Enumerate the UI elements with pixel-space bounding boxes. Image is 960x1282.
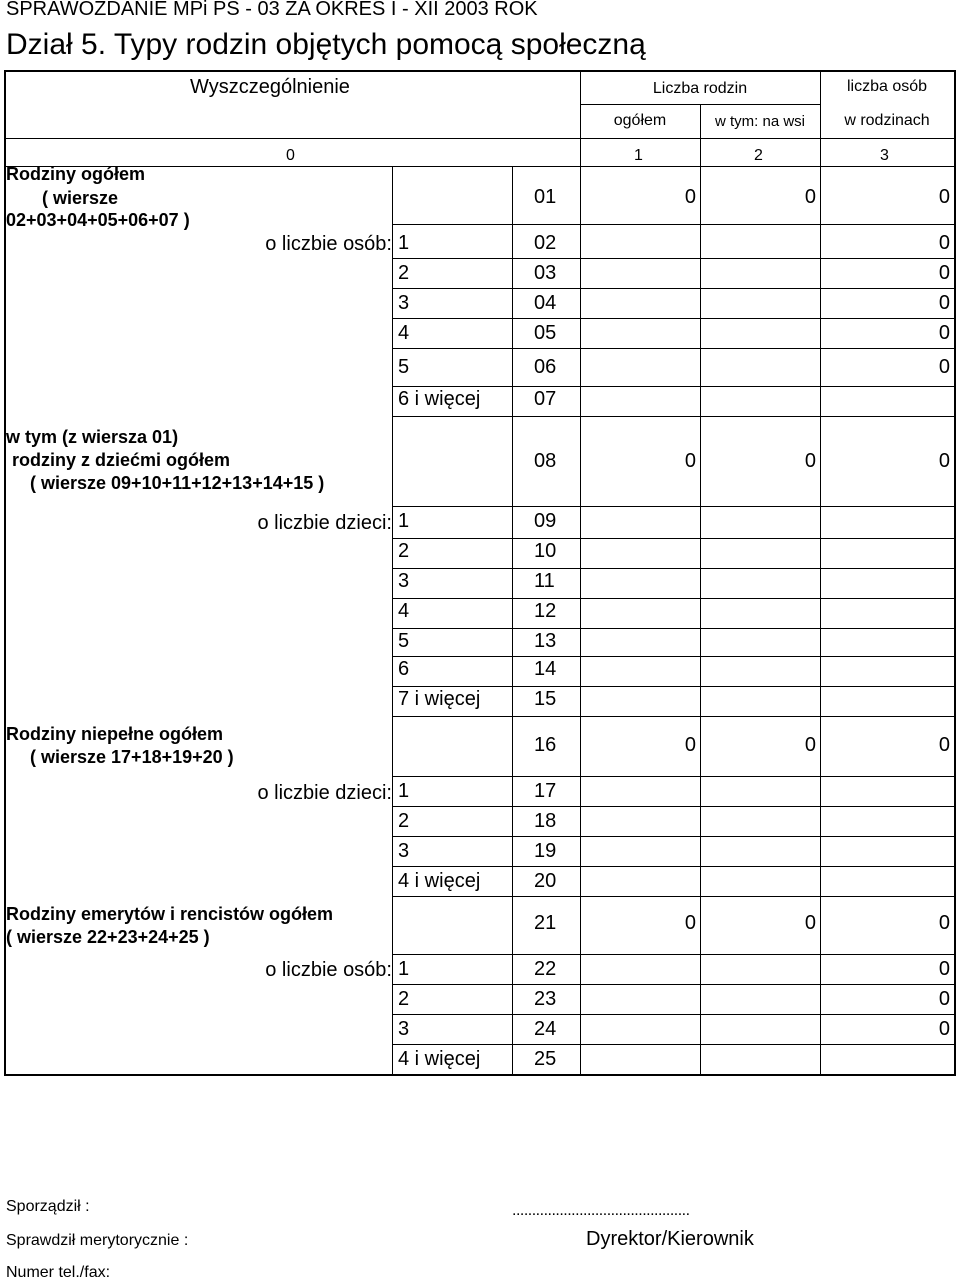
row-divider <box>392 598 954 599</box>
checked-by-label: Sprawdził merytorycznie : <box>6 1232 189 1249</box>
column-number-3: 3 <box>880 147 889 164</box>
row-divider <box>392 896 954 897</box>
cell-persons: 0 <box>938 292 950 314</box>
section-1-sub: o liczbie osób: <box>265 233 392 255</box>
cell-persons: 0 <box>938 186 950 208</box>
section-3-label: ( wiersze 17+18+19+20 ) <box>30 747 234 767</box>
row-divider <box>392 258 954 259</box>
row-divider <box>392 776 954 777</box>
row-number: 04 <box>534 292 557 314</box>
row-number: 07 <box>534 388 557 410</box>
row-sub-number: 3 <box>398 840 410 862</box>
row-divider <box>392 716 954 717</box>
families-header: Liczba rodzin <box>652 80 748 97</box>
rural-header: w tym: na wsi <box>714 113 805 130</box>
row-sub-number: 6 <box>398 658 410 680</box>
row-sub-number: 4 i więcej <box>398 1048 481 1070</box>
section-2-label: w tym (z wiersza 01) <box>6 427 179 447</box>
row-number: 19 <box>534 840 557 862</box>
row-sub-number: 7 i więcej <box>398 688 481 710</box>
row-number: 17 <box>534 780 557 802</box>
row-sub-number: 2 <box>398 262 410 284</box>
persons-header-1: liczba osób <box>846 78 928 95</box>
cell-persons: 0 <box>938 322 950 344</box>
row-sub-number: 3 <box>398 1018 410 1040</box>
column-divider <box>580 166 581 1074</box>
row-number: 23 <box>534 988 557 1010</box>
row-divider <box>392 1044 954 1045</box>
row-sub-number: 1 <box>398 232 410 254</box>
row-number: 16 <box>534 734 557 756</box>
row-number: 11 <box>534 570 555 592</box>
cell-families-rural: 0 <box>804 912 816 934</box>
row-number: 01 <box>534 186 557 208</box>
column-divider <box>392 166 393 1074</box>
row-divider <box>392 836 954 837</box>
report-header: SPRAWOZDANIE MPi PS - 03 ZA OKRES I - XII 2003 ROK <box>6 0 538 20</box>
row-sub-number: 1 <box>398 780 410 802</box>
cell-persons: 0 <box>938 988 950 1010</box>
cell-persons: 0 <box>938 734 950 756</box>
column-divider <box>820 166 821 1074</box>
row-sub-number: 1 <box>398 510 410 532</box>
row-number: 06 <box>534 356 557 378</box>
section-1-label: ( wiersze <box>42 188 119 208</box>
row-divider <box>392 656 954 657</box>
column-divider <box>512 166 513 1074</box>
section-title: Dział 5. Typy rodzin objętych pomocą społeczną <box>6 28 646 61</box>
row-divider <box>392 166 954 167</box>
row-number: 13 <box>534 630 557 652</box>
row-sub-number: 2 <box>398 988 410 1010</box>
section-2-label: rodziny z dziećmi ogółem <box>12 450 231 470</box>
row-number: 25 <box>534 1048 557 1070</box>
row-number: 05 <box>534 322 557 344</box>
section-2-label: ( wiersze 09+10+11+12+13+14+15 ) <box>30 473 325 493</box>
column-number-1: 1 <box>634 147 643 164</box>
signature-dots: ............................................. <box>512 1202 690 1219</box>
row-divider <box>392 386 954 387</box>
row-divider <box>392 416 954 417</box>
row-divider <box>392 984 954 985</box>
cell-families-rural: 0 <box>804 186 816 208</box>
row-sub-number: 4 i więcej <box>398 870 481 892</box>
row-sub-number: 1 <box>398 958 410 980</box>
row-number: 12 <box>534 600 557 622</box>
total-header: ogółem <box>613 112 667 129</box>
cell-persons: 0 <box>938 912 950 934</box>
row-number: 18 <box>534 810 557 832</box>
row-sub-number: 5 <box>398 630 410 652</box>
row-sub-number: 4 <box>398 600 410 622</box>
section-2-sub: o liczbie dzieci: <box>257 512 392 534</box>
row-number: 22 <box>534 958 557 980</box>
section-3-label: Rodziny niepełne ogółem <box>6 724 224 744</box>
row-divider <box>392 288 954 289</box>
row-number: 20 <box>534 870 557 892</box>
row-sub-number: 2 <box>398 540 410 562</box>
row-divider <box>392 866 954 867</box>
row-divider <box>392 568 954 569</box>
row-number: 08 <box>534 450 557 472</box>
column-number-2: 2 <box>754 147 763 164</box>
section-1-label: 02+03+04+05+06+07 ) <box>6 210 190 230</box>
row-sub-number: 3 <box>398 292 410 314</box>
row-divider <box>392 538 954 539</box>
row-divider <box>392 318 954 319</box>
column-number-0: 0 <box>286 147 295 164</box>
cell-persons: 0 <box>938 232 950 254</box>
director-label: Dyrektor/Kierownik <box>586 1228 754 1250</box>
row-number: 24 <box>534 1018 557 1040</box>
row-divider <box>392 506 954 507</box>
cell-families-total: 0 <box>684 912 696 934</box>
row-sub-number: 6 i więcej <box>398 388 481 410</box>
cell-families-total: 0 <box>684 734 696 756</box>
row-number: 14 <box>534 658 557 680</box>
cell-families-rural: 0 <box>804 450 816 472</box>
persons-header-2: w rodzinach <box>844 112 930 129</box>
row-sub-number: 4 <box>398 322 410 344</box>
row-divider <box>392 954 954 955</box>
prepared-by-label: Sporządził : <box>6 1198 90 1215</box>
row-number: 15 <box>534 688 557 710</box>
row-divider <box>392 224 954 225</box>
cell-persons: 0 <box>938 958 950 980</box>
row-number: 03 <box>534 262 557 284</box>
row-sub-number: 2 <box>398 810 410 832</box>
row-number: 10 <box>534 540 557 562</box>
row-number: 09 <box>534 510 557 532</box>
row-divider <box>392 628 954 629</box>
cell-persons: 0 <box>938 1018 950 1040</box>
section-4-label: Rodziny emerytów i rencistów ogółem <box>6 904 334 924</box>
section-4-label: ( wiersze 22+23+24+25 ) <box>6 927 210 947</box>
row-sub-number: 5 <box>398 356 410 378</box>
row-divider <box>392 1074 954 1075</box>
row-number: 02 <box>534 232 557 254</box>
section-4-sub: o liczbie osób: <box>265 959 392 981</box>
cell-persons: 0 <box>938 450 950 472</box>
phone-label: Numer tel./fax: <box>6 1264 111 1281</box>
spec-header: Wyszczególnienie <box>190 76 350 98</box>
row-number: 21 <box>534 912 557 934</box>
row-divider <box>392 1014 954 1015</box>
cell-persons: 0 <box>938 262 950 284</box>
row-divider <box>392 686 954 687</box>
section-1-label: Rodziny ogółem <box>6 164 145 184</box>
cell-persons: 0 <box>938 356 950 378</box>
row-divider <box>392 806 954 807</box>
row-divider <box>392 348 954 349</box>
column-divider <box>700 166 701 1074</box>
section-3-sub: o liczbie dzieci: <box>257 782 392 804</box>
cell-families-total: 0 <box>684 450 696 472</box>
cell-families-rural: 0 <box>804 734 816 756</box>
row-sub-number: 3 <box>398 570 410 592</box>
cell-families-total: 0 <box>684 186 696 208</box>
